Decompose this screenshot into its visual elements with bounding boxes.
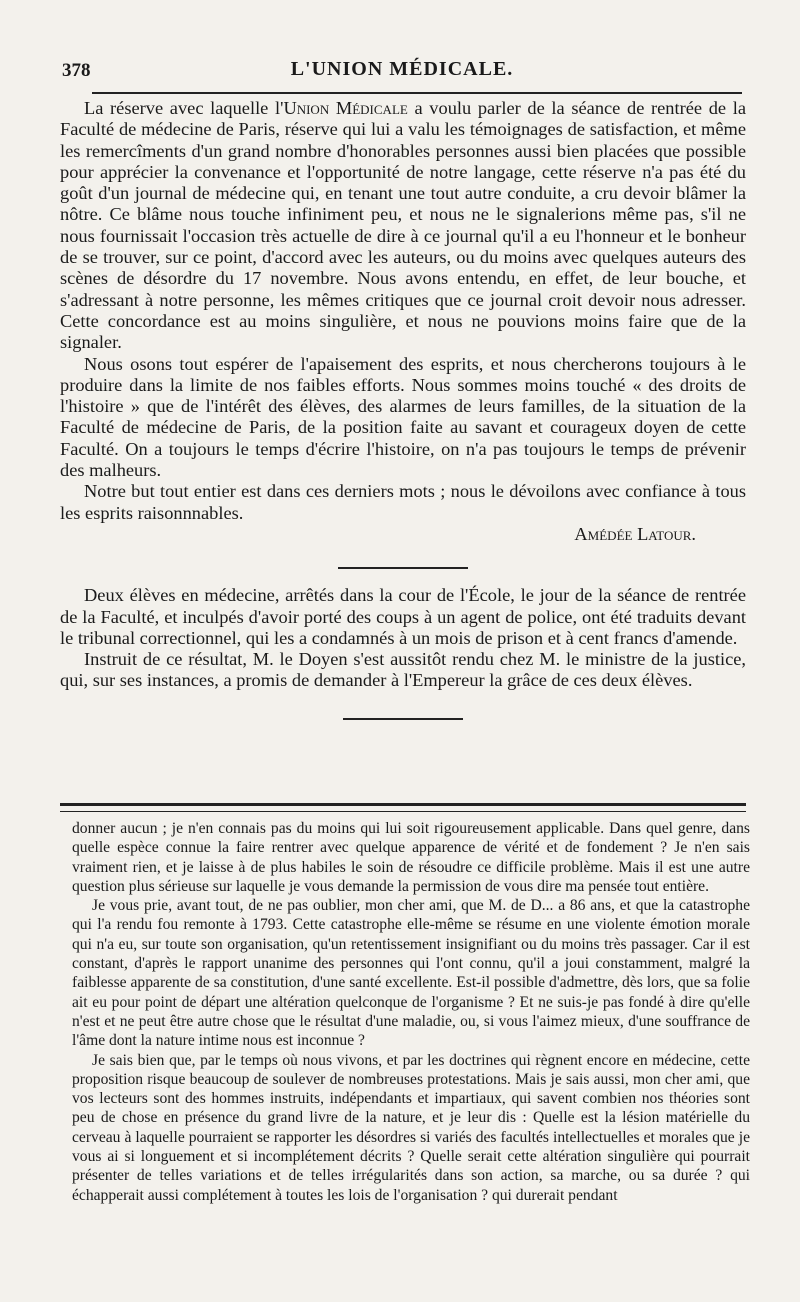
- feuilleton-rule-thin: [60, 811, 746, 812]
- author-signature: [60, 524, 746, 545]
- feuilleton-section: [72, 819, 750, 1205]
- header-rule: [92, 92, 742, 94]
- signature-last-name: Latour.: [637, 523, 696, 544]
- news-paragraph-1: Deux élèves en médecine, arrêtés dans la cour de l'École, le jour de la séance de rentrée de la Faculté, et inculpés d'avoir porté des coups à un agent de police, ont été traduits devant le tribunal correctionnel, qui les a condamnés à un mois de prison et à cent francs d'amende.: [60, 585, 746, 648]
- section-separator-end: [343, 718, 463, 720]
- editorial-section: [60, 98, 746, 720]
- section-separator: [338, 567, 468, 569]
- editorial-paragraph-3: Notre but tout entier est dans ces derniers mots ; nous le dévoilons avec confiance à tous les esprits raisonnnables.: [60, 481, 746, 523]
- feuilleton-rule-thick: [60, 803, 746, 806]
- paragraph-text: La réserve avec laquelle l': [84, 98, 284, 118]
- editorial-paragraph-1: [60, 98, 746, 354]
- journal-name: Union Médicale: [283, 98, 408, 118]
- news-paragraph-2: Instruit de ce résultat, M. le Doyen s'est aussitôt rendu chez M. le ministre de la justice, qui, sur ses instances, a promis de demander à l'Empereur la grâce de ces deux élèves.: [60, 649, 746, 691]
- editorial-paragraph-2: Nous osons tout espérer de l'apaisement des esprits, et nous chercherons toujours à le produire dans la limite de nos faibles efforts. Nous sommes moins touché « des droits de l'histoire » que de l'intérêt des élèves, des alarmes de leurs familles, de la situation de la Faculté de médecine de Paris, de la position faite au savant et courageux doyen de cette Faculté. On a toujours le temps d'écrire l'histoire, on n'a pas toujours le temps de prévenir des malheurs.: [60, 353, 746, 481]
- feuilleton-paragraph-2: Je vous prie, avant tout, de ne pas oublier, mon cher ami, que M. de D... a 86 ans, et que la catastrophe qui l'a rendu fou remonte à 1793. Cette catastrophe elle-même se résume en une violente émotion morale qui n'a eu, sur toute son organisation, qu'un retentissement insignifiant ou du moins très passager. Car il est constant, d'après le rapport unanime des personnes qui l'ont connu, qu'il a joui constamment, malgré la faiblesse apparente de sa constitution, d'une santé excellente. Est-il possible d'admettre, dès lors, que sa folie ait eu pour point de départ une altération quelconque de l'organisme ? Et ne suis-je pas fondé à dire qu'elle n'est et ne peut être autre chose que le résultat d'une maladie, ou, si vous l'aimez mieux, d'une souffrance de l'âme dont la nature intime nous est inconnue ?: [72, 897, 750, 1050]
- feuilleton-paragraph-3: Je sais bien que, par le temps où nous vivons, et par les doctrines qui règnent encore en médecine, cette proposition risque beaucoup de soulever de nombreuses protestations. Mais je sais aussi, mon cher ami, que vos lecteurs sont des hommes instruits, indépendants et impartiaux, qui savent combien nos théories sont peu de chose en présence du grand livre de la nature, et je leur dis : Quelle est la lésion matérielle du cerveau à laquelle pourraient se rapporter les désordres si variés des facultés intellectuelles et morales que je vous ai si longuement et si incomplétement décrits ? Quelle serait cette altération singulière qui pourrait présenter de telles variations et de telles irrégularités dans son action, sa marche, ou sa durée ? qui échapperait aussi complétement à toutes les lois de l'organisation ? qui durerait pendant: [72, 1051, 750, 1204]
- running-title: L'UNION MÉDICALE.: [290, 58, 514, 80]
- page-header: [62, 58, 742, 88]
- signature-first-name: Amédée: [574, 523, 638, 544]
- page-number: 378: [62, 60, 91, 81]
- paragraph-text: a voulu parler de la séance de rentrée de la Faculté de médecine de Paris, réserve qui lui a valu les témoignages de satisfaction, et même les remercîments d'un grand nombre d'honorables personnes aussi bien placées que possible pour apprécier la convenance et l'opportunité de notre langage, cette réserve n'a pas été du goût d'un journal de médecine qui, en tenant une tout autre conduite, a cru devoir blâmer la nôtre. Ce blâme nous touche infiniment peu, et nous ne le signalerions même pas, s'il ne nous fournissait l'occasion très actuelle de dire à ce journal qu'il a eu l'honneur et le bonheur de se trouver, sur ce point, d'accord avec les auteurs, ou du moins avec quelques auteurs des scènes de désordre du 17 novembre. Nous avons entendu, en effet, de leur bouche, et s'adressant à notre personne, les mêmes critiques que ce journal croit devoir nous adresser. Cette concordance est au moins singulière, et nous ne pouvions moins faire que de la signaler.: [60, 98, 746, 353]
- feuilleton-paragraph-1: donner aucun ; je n'en connais pas du moins qui lui soit rigoureusement applicable. Dans quel genre, dans quelle espèce connue la faire rentrer avec quelque apparence de vérité et de fondement ? Je n'en sais vraiment rien, et je laisse à de plus habiles le soin de résoudre ce difficile problème. Mais il est une autre question plus sérieuse sur laquelle je vous demande la permission de vous dire ma pensée tout entière.: [72, 820, 750, 895]
